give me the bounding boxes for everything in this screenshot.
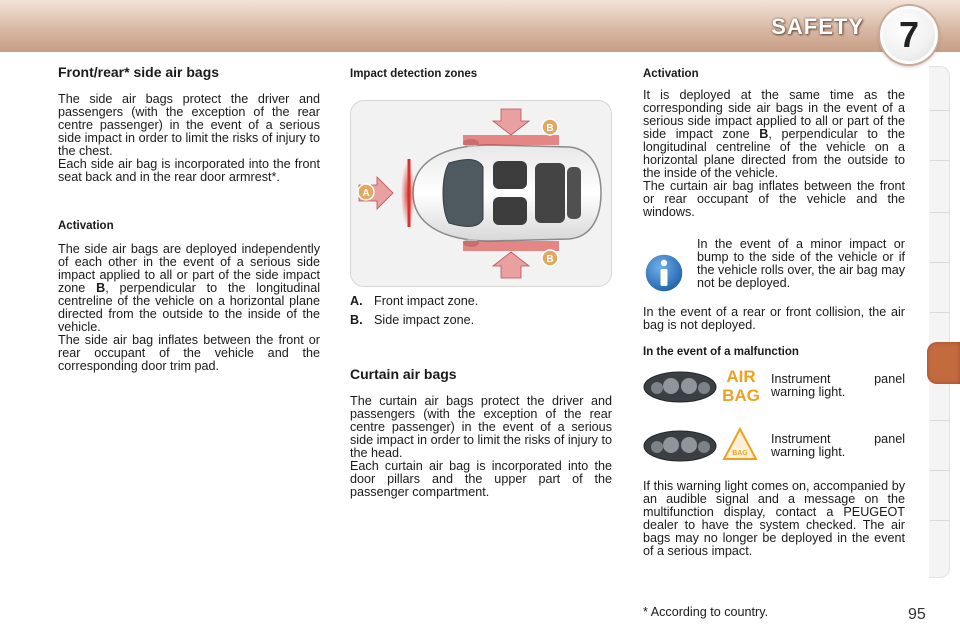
tab-divider: [930, 110, 950, 111]
active-chapter-tab[interactable]: [927, 342, 960, 384]
curtain-activation-text-1: It is deployed at the same time as the corresponding side air bags in the event of a serious side impact applied to all or part of the side impact zone: [643, 88, 905, 141]
chapter-number-badge: [880, 6, 938, 64]
tab-divider: [930, 160, 950, 161]
warning-light-1: [771, 373, 905, 399]
collision-note-text: In the event of a rear or front collision, the air bag is not deployed.: [643, 305, 905, 332]
page-header: [0, 0, 960, 55]
right-activation-text: [643, 89, 905, 219]
zone-b-bottom-label: B: [546, 254, 554, 265]
page-number: 95: [908, 606, 926, 623]
zone-b-ref: B: [96, 281, 106, 295]
info-note-text: In the event of a minor impact or bump to the side of the vehicle or if the vehicle rolls over, the air bag may not be deployed.: [697, 237, 905, 290]
activation-text-3: The side air bag inflates between the front or rear occupant of the vehicle and the corresponding door trim pad.: [58, 333, 320, 373]
curtain-activation-text-3: The curtain air bag inflates between the front or rear occupant of the vehicle and the windows.: [643, 179, 905, 219]
impact-zones-diagram: [350, 100, 612, 287]
tab-divider: [930, 520, 950, 521]
curtain-airbags-text: [350, 395, 612, 499]
footnote: * According to country.: [643, 605, 769, 619]
warning-light-2: [771, 433, 905, 459]
tab-divider: [930, 420, 950, 421]
warning-light-2-text: Instrument panel warning light.: [771, 432, 905, 459]
svg-text:BAG: BAG: [722, 386, 760, 404]
activation-text-1: The side air bags are deployed independently of each other in the event of a serious side impact applied to all or part of the side impact zone: [58, 242, 320, 295]
tab-divider: [930, 212, 950, 213]
curtain-airbags-heading: Curtain air bags: [350, 366, 457, 382]
info-icon: [643, 252, 685, 294]
collision-note: [643, 306, 905, 332]
zone-a-label: A: [362, 188, 370, 199]
warning-light-1-text: Instrument panel warning light.: [771, 372, 905, 399]
activation-text-2: , perpendicular to the longitudinal centreline of the vehicle on a horizontal plane directed from the outside to the inside of the vehicle.: [58, 281, 320, 334]
list-key: B.: [350, 313, 363, 327]
malfunction-note-text: If this warning light comes on, accompanied by an audible signal and a message on the multifunction display, contact a PEUGEOT dealer to have the system checked. The air bags may no longer be deployed in the event of a serious impact.: [643, 479, 905, 558]
car-top-view-illustration: [351, 101, 611, 286]
tab-divider: [930, 262, 950, 263]
svg-text:AIR: AIR: [726, 367, 756, 386]
list-item: [350, 313, 474, 327]
tab-divider: [930, 470, 950, 471]
chapter-tabs: [929, 66, 950, 578]
list-text: Side impact zone.: [374, 313, 475, 327]
malfunction-note: [643, 480, 905, 558]
zone-b-top-label: B: [546, 123, 554, 134]
instrument-cluster-icon: [643, 429, 717, 463]
impact-zones-heading: Impact detection zones: [350, 68, 478, 80]
curtain-airbags-section: [350, 368, 612, 499]
intro-text-2: Each side air bag is incorporated into the front seat back and in the rear door armrest*.: [58, 157, 320, 184]
info-note: [697, 238, 905, 290]
instrument-cluster-icon: [643, 370, 717, 404]
list-key: A.: [350, 294, 363, 308]
side-airbags-heading: Front/rear* side air bags: [58, 64, 220, 80]
curtain-text-2: Each curtain air bag is incorporated into the door pillars and the upper part of the passenger compartment.: [350, 459, 612, 499]
list-item: [350, 294, 478, 308]
chapter-title: SAFETY: [771, 14, 864, 39]
list-text: Front impact zone.: [374, 294, 479, 308]
curtain-text-1: The curtain air bags protect the driver and passengers (with the exception of the rear centre passenger) in the event of a serious side impact in order to limit the risks of injury to the head.: [350, 394, 612, 460]
chapter-number: 7: [898, 14, 920, 55]
intro-text-1: The side air bags protect the driver and passengers (with the exception of the rear centre passenger) in the event of a serious side impact in order to limit the risks of injury to the chest.: [58, 92, 320, 158]
left-column: [58, 66, 320, 373]
airbag-warning-triangle-icon: [722, 426, 758, 462]
tab-divider: [930, 312, 950, 313]
right-activation-section: [643, 68, 905, 219]
right-activation-heading: Activation: [643, 68, 699, 80]
zone-b-ref: B: [759, 127, 769, 141]
curtain-activation-text-2: , perpendicular to the longitudinal centreline of the vehicle on a horizontal plane directed from the outside to the inside of the vehicle.: [643, 127, 905, 180]
svg-text:BAG: BAG: [732, 450, 748, 457]
malfunction-heading: In the event of a malfunction: [643, 346, 799, 358]
left-activation-heading: Activation: [58, 220, 114, 232]
side-airbags-intro: [58, 93, 320, 184]
left-activation-text: [58, 243, 320, 373]
airbag-warning-light-icon: [720, 366, 762, 404]
